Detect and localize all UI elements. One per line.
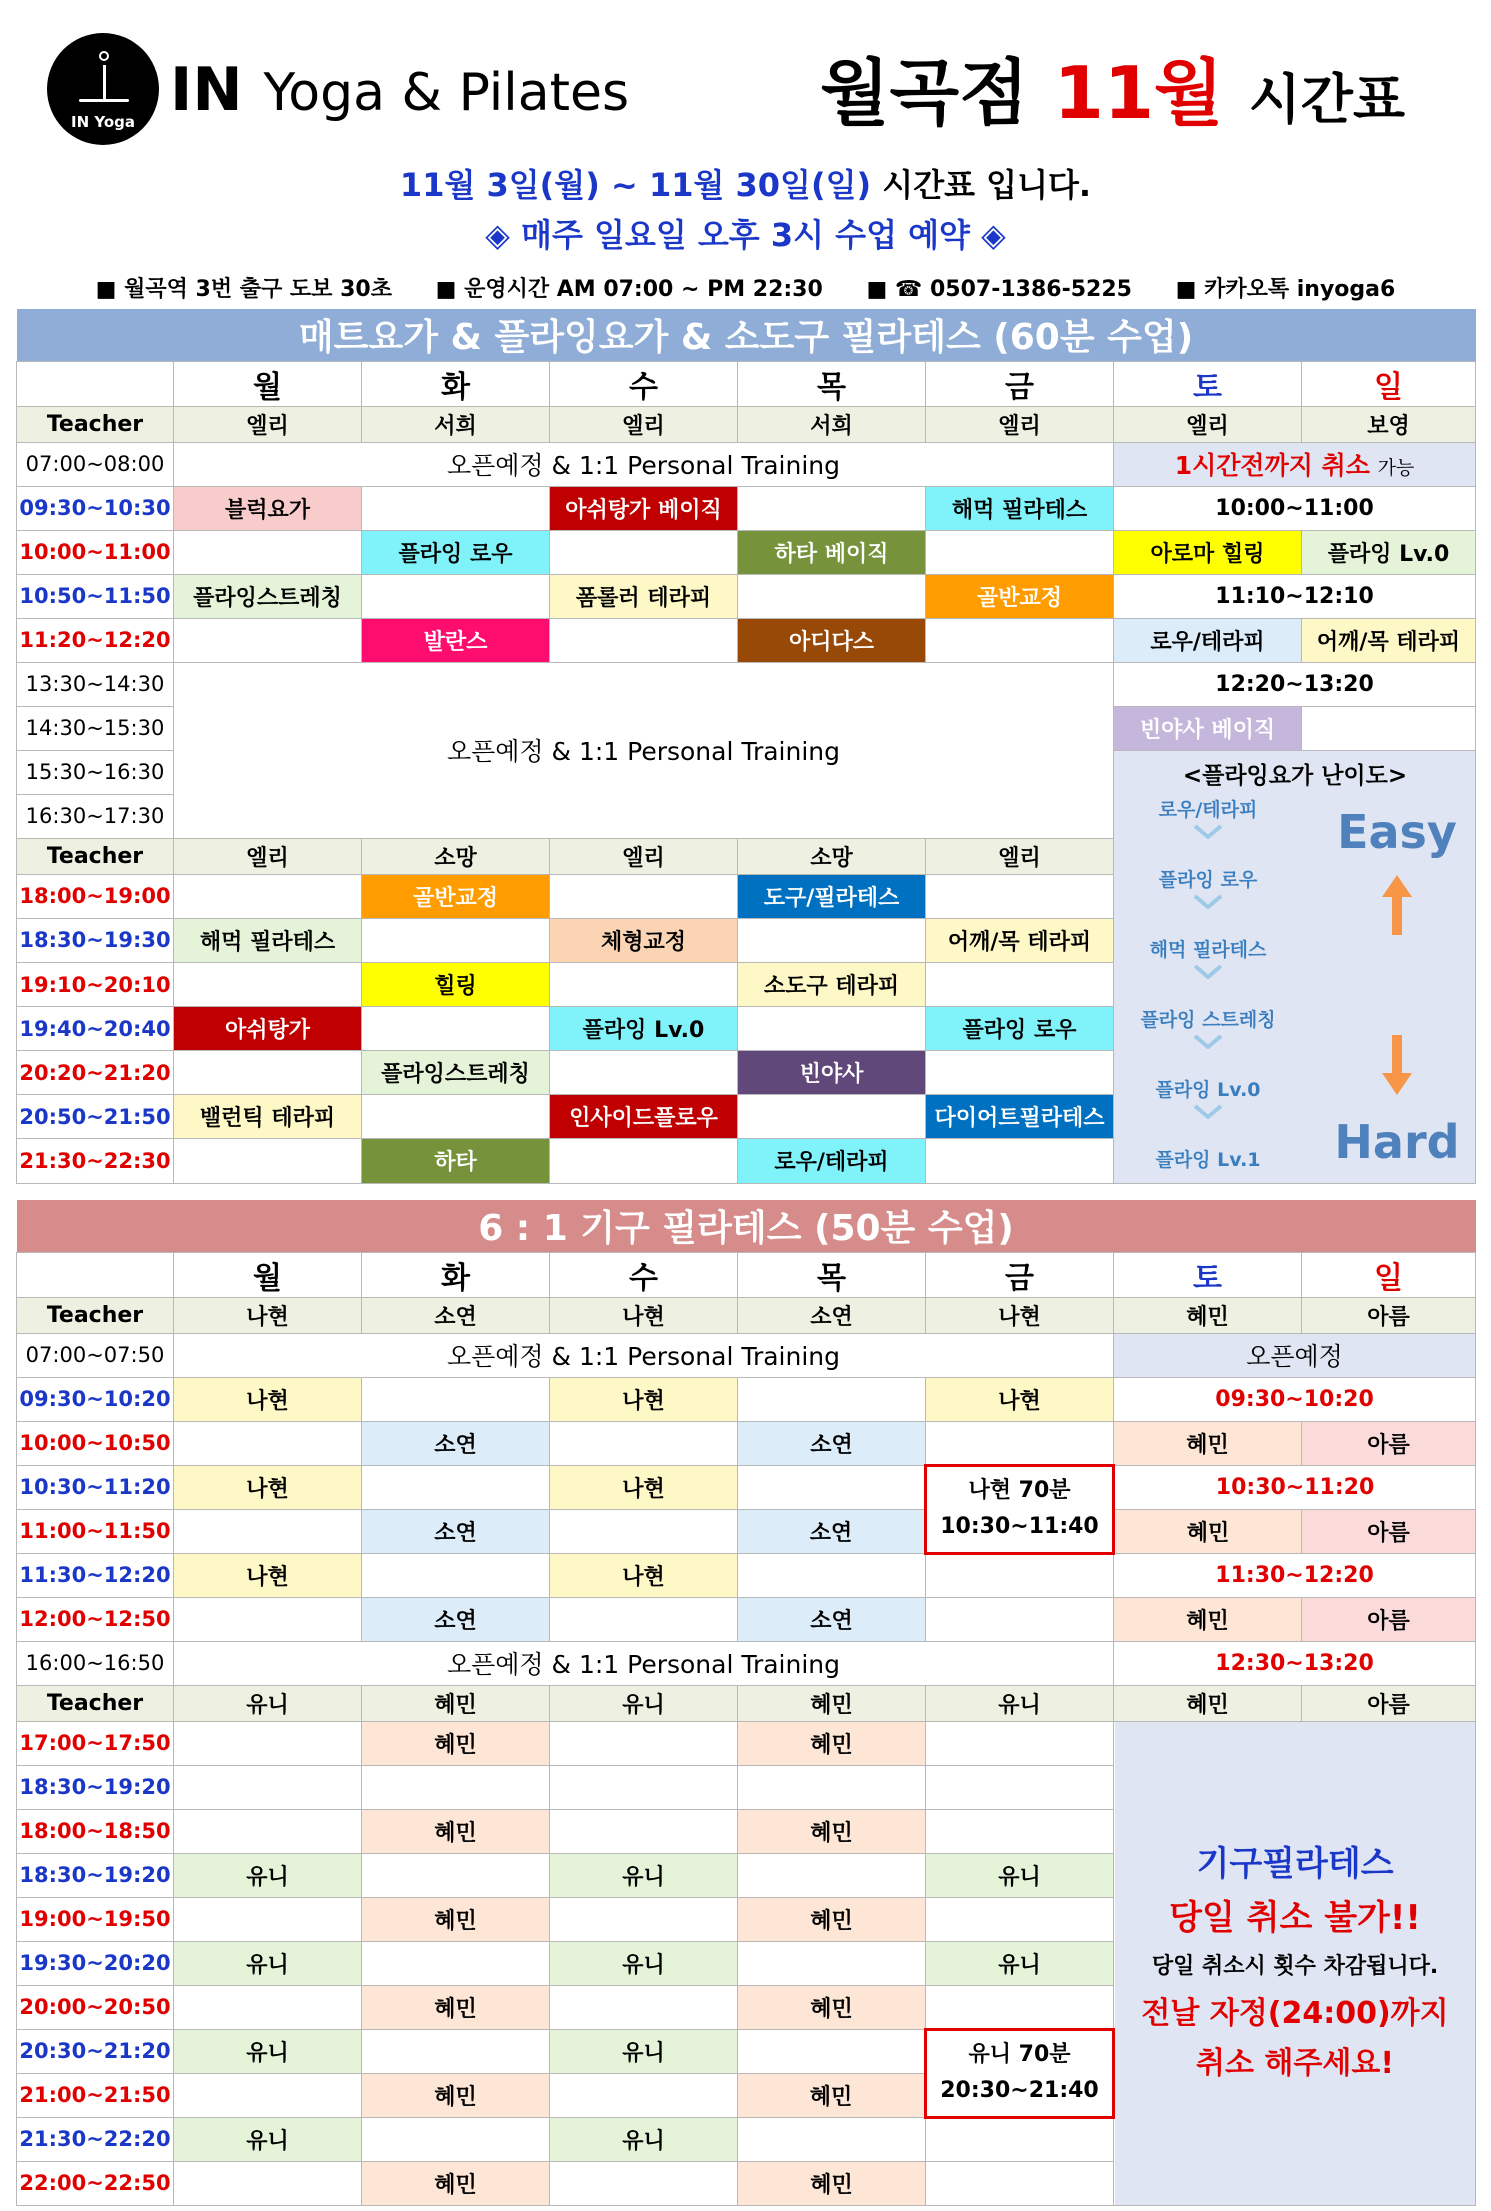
teacher-cell: 엘리 — [1114, 406, 1302, 442]
time-cell: 07:00~07:50 — [17, 1333, 174, 1377]
teacher-cell: 아름 — [1302, 1297, 1476, 1333]
title-branch: 월곡점 — [820, 51, 1029, 135]
chevron-down-icon — [1194, 1035, 1222, 1049]
class-cell: 혜민 — [362, 1985, 550, 2029]
period-text: 시간표 입니다. — [882, 166, 1092, 204]
teacher-cell: 엘리 — [550, 838, 738, 874]
time-cell: 19:10~20:10 — [17, 962, 174, 1006]
class-cell: 빈야사 — [738, 1051, 926, 1095]
teacher-cell: 서희 — [738, 406, 926, 442]
class-cell: 나현 — [550, 1553, 738, 1597]
weekend-time: 10:00~11:00 — [1114, 486, 1476, 530]
class-cell: 플라잉 Lv.0 — [550, 1007, 738, 1051]
teacher-cell: 나현 — [550, 1297, 738, 1333]
weekend-time: 11:30~12:20 — [1114, 1553, 1476, 1597]
empty-cell — [550, 1509, 738, 1553]
class-cell: 혜민 — [362, 2161, 550, 2205]
empty-cell — [362, 2117, 550, 2161]
level-item: 플라잉 Lv.1 — [1155, 1148, 1261, 1171]
special-class-time: 20:30~21:40 — [940, 2078, 1099, 2103]
empty-cell — [550, 1897, 738, 1941]
class-cell: 나현 — [174, 1465, 362, 1509]
teacher-cell: 혜민 — [1114, 1685, 1302, 1721]
empty-cell — [926, 2161, 1114, 2205]
class-cell: 혜민 — [362, 1809, 550, 1853]
time-cell: 18:00~18:50 — [17, 1809, 174, 1853]
empty-cell — [550, 1985, 738, 2029]
empty-cell — [550, 1421, 738, 1465]
time-cell: 11:00~11:50 — [17, 1509, 174, 1553]
teacher-cell: 나현 — [174, 1297, 362, 1333]
empty-cell — [362, 2029, 550, 2073]
empty-cell — [174, 962, 362, 1006]
empty-cell — [926, 1139, 1114, 1183]
teacher-cell: 서희 — [362, 406, 550, 442]
class-cell: 빈야사 베이직 — [1114, 706, 1302, 750]
class-cell: 폼롤러 테라피 — [550, 574, 738, 618]
class-cell: 유니 — [174, 1941, 362, 1985]
cancel-note-suffix: 가능 — [1377, 457, 1415, 479]
class-cell: 아름 — [1302, 1421, 1476, 1465]
empty-cell — [174, 1139, 362, 1183]
empty-cell — [174, 1809, 362, 1853]
teacher-cell: 소연 — [738, 1297, 926, 1333]
special-class-name: 유니 70분 — [968, 2042, 1071, 2067]
class-cell: 나현 — [550, 1465, 738, 1509]
empty-cell — [926, 1051, 1114, 1095]
day-wed: 수 — [550, 1252, 738, 1297]
time-cell: 17:00~17:50 — [17, 1721, 174, 1765]
open-notice: 오픈예정 & 1:1 Personal Training — [174, 1333, 1114, 1377]
arrow-down-icon — [1382, 1035, 1412, 1101]
weekend-time: 11:10~12:10 — [1114, 574, 1476, 618]
cancel-policy-panel — [1114, 1721, 1476, 2205]
teacher-cell: 유니 — [550, 1685, 738, 1721]
class-cell: 해먹 필라테스 — [926, 486, 1114, 530]
class-cell: 플라잉 Lv.0 — [1302, 530, 1476, 574]
class-cell: 골반교정 — [362, 874, 550, 918]
class-cell: 아름 — [1302, 1509, 1476, 1553]
class-cell: 로우/테라피 — [738, 1139, 926, 1183]
empty-cell — [550, 1597, 738, 1641]
day-sat: 토 — [1114, 361, 1302, 406]
time-cell: 11:30~12:20 — [17, 1553, 174, 1597]
empty-cell — [362, 1095, 550, 1139]
class-cell: 혜민 — [738, 2073, 926, 2117]
teacher-cell: 엘리 — [174, 406, 362, 442]
day-wed: 수 — [550, 361, 738, 406]
time-cell: 19:30~20:20 — [17, 1941, 174, 1985]
class-cell: 소연 — [362, 1509, 550, 1553]
time-cell: 21:30~22:20 — [17, 2117, 174, 2161]
class-cell: 도구/필라테스 — [738, 874, 926, 918]
class-cell: 유니 — [550, 2117, 738, 2161]
chevron-down-icon — [1194, 895, 1222, 909]
empty-cell — [738, 2117, 926, 2161]
title-suffix: 시간표 — [1248, 68, 1406, 131]
info-location: ■ 월곡역 3번 출구 도보 30초 — [95, 277, 392, 302]
empty-cell — [738, 1095, 926, 1139]
empty-cell — [738, 574, 926, 618]
weekend-time: 09:30~10:20 — [1114, 1377, 1476, 1421]
special-class-name: 나현 70분 — [968, 1478, 1071, 1503]
class-cell: 하타 베이직 — [738, 530, 926, 574]
empty-cell — [174, 1051, 362, 1095]
empty-cell — [550, 1051, 738, 1095]
class-cell: 혜민 — [1114, 1509, 1302, 1553]
class-cell: 유니 — [926, 1941, 1114, 1985]
time-cell: 20:20~21:20 — [17, 1051, 174, 1095]
time-cell: 10:30~11:20 — [17, 1465, 174, 1509]
time-cell: 21:00~21:50 — [17, 2073, 174, 2117]
corner-cell — [17, 361, 174, 406]
special-class-cell — [926, 1465, 1114, 1553]
empty-cell — [926, 530, 1114, 574]
class-cell: 어깨/목 테라피 — [926, 918, 1114, 962]
time-cell: 19:40~20:40 — [17, 1007, 174, 1051]
time-cell: 10:00~10:50 — [17, 1421, 174, 1465]
empty-cell — [738, 1465, 926, 1509]
class-cell: 아쉬탕가 베이직 — [550, 486, 738, 530]
time-cell: 16:00~16:50 — [17, 1641, 174, 1685]
class-cell: 소연 — [738, 1509, 926, 1553]
empty-cell — [174, 1765, 362, 1809]
empty-cell — [1302, 706, 1476, 750]
cancel-policy-warning: 당일 취소 불가!! — [1169, 1898, 1421, 1938]
open-notice: 오픈예정 & 1:1 Personal Training — [174, 662, 1114, 838]
class-cell: 플라잉스트레칭 — [362, 1051, 550, 1095]
class-cell: 유니 — [926, 1853, 1114, 1897]
empty-cell — [362, 1465, 550, 1509]
class-cell: 유니 — [550, 1941, 738, 1985]
level-item: 로우/테라피 — [1158, 798, 1258, 821]
empty-cell — [926, 1721, 1114, 1765]
empty-cell — [174, 2073, 362, 2117]
empty-cell — [926, 1985, 1114, 2029]
empty-cell — [550, 530, 738, 574]
time-cell: 11:20~12:20 — [17, 618, 174, 662]
empty-cell — [738, 918, 926, 962]
period-dates: 11월 3일(월) ~ 11월 30일(일) — [399, 166, 872, 204]
empty-cell — [362, 918, 550, 962]
class-cell: 유니 — [174, 2029, 362, 2073]
class-cell: 인사이드플로우 — [550, 1095, 738, 1139]
logo-icon — [47, 33, 159, 145]
class-cell: 하타 — [362, 1139, 550, 1183]
header — [0, 0, 1491, 300]
cancel-policy-deadline: 전날 자정(24:00)까지 — [1141, 1996, 1449, 2031]
class-cell: 나현 — [926, 1377, 1114, 1421]
class-cell: 혜민 — [738, 1985, 926, 2029]
empty-cell — [926, 1597, 1114, 1641]
class-cell: 체형교정 — [550, 918, 738, 962]
weekend-time: 10:30~11:20 — [1114, 1465, 1476, 1509]
time-cell: 18:30~19:20 — [17, 1765, 174, 1809]
class-cell: 유니 — [550, 2029, 738, 2073]
empty-cell — [174, 1721, 362, 1765]
level-title: <플라잉요가 난이도> — [1182, 762, 1408, 789]
empty-cell — [550, 618, 738, 662]
class-cell: 밸런틱 테라피 — [174, 1095, 362, 1139]
class-cell: 다이어트필라테스 — [926, 1095, 1114, 1139]
teacher-cell: 소망 — [738, 838, 926, 874]
class-cell: 혜민 — [1114, 1597, 1302, 1641]
class-cell: 블럭요가 — [174, 486, 362, 530]
chevron-down-icon — [1194, 965, 1222, 979]
empty-cell — [362, 1553, 550, 1597]
empty-cell — [926, 1809, 1114, 1853]
empty-cell — [550, 962, 738, 1006]
class-cell: 소연 — [738, 1421, 926, 1465]
empty-cell — [362, 1765, 550, 1809]
cancel-note — [1114, 442, 1476, 486]
brand-sub: Yoga & Pilates — [263, 63, 630, 123]
class-cell: 골반교정 — [926, 574, 1114, 618]
class-cell: 혜민 — [738, 1809, 926, 1853]
class-cell: 나현 — [174, 1553, 362, 1597]
time-cell: 20:50~21:50 — [17, 1095, 174, 1139]
time-cell: 18:00~19:00 — [17, 874, 174, 918]
day-tue: 화 — [362, 1252, 550, 1297]
cancel-policy-note: 당일 취소시 횟수 차감됩니다. — [1151, 1954, 1439, 1979]
empty-cell — [926, 1553, 1114, 1597]
empty-cell — [174, 618, 362, 662]
teacher-cell: 소연 — [362, 1297, 550, 1333]
empty-cell — [738, 1765, 926, 1809]
time-cell: 20:00~20:50 — [17, 1985, 174, 2029]
teacher-label: Teacher — [17, 1685, 174, 1721]
info-hours: ■ 운영시간 AM 07:00 ~ PM 22:30 — [435, 277, 823, 302]
teacher-cell: 엘리 — [926, 838, 1114, 874]
page-title — [820, 48, 1405, 145]
teacher-cell: 유니 — [174, 1685, 362, 1721]
empty-cell — [550, 2161, 738, 2205]
empty-cell — [926, 1421, 1114, 1465]
time-cell: 21:30~22:30 — [17, 1139, 174, 1183]
teacher-cell: 아름 — [1302, 1685, 1476, 1721]
open-notice: 오픈예정 & 1:1 Personal Training — [174, 442, 1114, 486]
class-cell: 아쉬탕가 — [174, 1007, 362, 1051]
hard-label: Hard — [1334, 1114, 1460, 1169]
empty-cell — [362, 1941, 550, 1985]
empty-cell — [738, 486, 926, 530]
time-cell: 16:30~17:30 — [17, 794, 174, 838]
empty-cell — [926, 1765, 1114, 1809]
empty-cell — [362, 1853, 550, 1897]
empty-cell — [738, 1377, 926, 1421]
empty-cell — [550, 1809, 738, 1853]
time-cell: 10:50~11:50 — [17, 574, 174, 618]
day-fri: 금 — [926, 361, 1114, 406]
time-cell: 15:30~16:30 — [17, 750, 174, 794]
brand-name — [170, 55, 629, 128]
class-cell: 플라잉 로우 — [362, 530, 550, 574]
info-phone: ■ ☎ 0507-1386-5225 — [866, 277, 1132, 302]
easy-label: Easy — [1337, 804, 1457, 859]
time-cell: 12:00~12:50 — [17, 1597, 174, 1641]
class-cell: 발란스 — [362, 618, 550, 662]
class-cell: 혜민 — [738, 2161, 926, 2205]
teacher-cell: 나현 — [926, 1297, 1114, 1333]
empty-cell — [926, 1897, 1114, 1941]
cancel-note-main: 1시간전까지 취소 — [1174, 451, 1370, 480]
empty-cell — [362, 574, 550, 618]
empty-cell — [174, 1509, 362, 1553]
time-cell: 07:00~08:00 — [17, 442, 174, 486]
day-mon: 월 — [174, 361, 362, 406]
cancel-policy-title: 기구필라테스 — [1196, 1844, 1394, 1884]
empty-cell — [738, 2029, 926, 2073]
flying-level-panel — [1114, 750, 1476, 1183]
empty-cell — [174, 1421, 362, 1465]
empty-cell — [550, 1139, 738, 1183]
time-cell: 10:00~11:00 — [17, 530, 174, 574]
special-class-cell — [926, 2029, 1114, 2117]
time-cell: 18:30~19:20 — [17, 1853, 174, 1897]
chevron-down-icon — [1194, 1105, 1222, 1119]
day-sun: 일 — [1302, 1252, 1476, 1297]
class-cell: 혜민 — [362, 1721, 550, 1765]
level-item: 플라잉 스트레칭 — [1140, 1008, 1276, 1031]
level-item: 해먹 필라테스 — [1149, 938, 1267, 961]
teacher-label: Teacher — [17, 406, 174, 442]
day-tue: 화 — [362, 361, 550, 406]
mat-yoga-schedule-table — [16, 309, 1476, 1184]
empty-cell — [174, 874, 362, 918]
brand-main: IN — [170, 55, 243, 125]
time-cell: 22:00~22:50 — [17, 2161, 174, 2205]
class-cell: 혜민 — [362, 2073, 550, 2117]
class-cell: 로우/테라피 — [1114, 618, 1302, 662]
logo-text: IN Yoga — [70, 113, 135, 131]
class-cell: 어깨/목 테라피 — [1302, 618, 1476, 662]
class-cell: 소도구 테라피 — [738, 962, 926, 1006]
empty-cell — [926, 618, 1114, 662]
empty-cell — [738, 1941, 926, 1985]
teacher-cell: 소망 — [362, 838, 550, 874]
empty-cell — [174, 2161, 362, 2205]
time-cell: 18:30~19:30 — [17, 918, 174, 962]
open-notice-weekend: 오픈예정 — [1114, 1333, 1476, 1377]
empty-cell — [362, 486, 550, 530]
class-cell: 혜민 — [738, 1897, 926, 1941]
time-cell: 19:00~19:50 — [17, 1897, 174, 1941]
mat-yoga-banner: 매트요가 & 플라잉요가 & 소도구 필라테스 (60분 수업) — [17, 309, 1476, 361]
time-cell: 13:30~14:30 — [17, 662, 174, 706]
corner-cell — [17, 1252, 174, 1297]
time-cell: 14:30~15:30 — [17, 706, 174, 750]
day-thu: 목 — [738, 1252, 926, 1297]
empty-cell — [550, 1721, 738, 1765]
teacher-cell: 엘리 — [550, 406, 738, 442]
teacher-cell: 엘리 — [926, 406, 1114, 442]
info-line — [0, 272, 1491, 303]
class-cell: 나현 — [550, 1377, 738, 1421]
teacher-cell: 혜민 — [362, 1685, 550, 1721]
arrow-up-icon — [1382, 875, 1412, 941]
level-item: 플라잉 Lv.0 — [1155, 1078, 1261, 1101]
info-kakao: ■ 카카오톡 inyoga6 — [1175, 277, 1396, 302]
level-item: 플라잉 로우 — [1158, 868, 1258, 891]
class-cell: 아디다스 — [738, 618, 926, 662]
class-cell: 유니 — [174, 2117, 362, 2161]
chevron-down-icon — [1194, 825, 1222, 839]
class-cell: 소연 — [362, 1421, 550, 1465]
teacher-cell: 엘리 — [174, 838, 362, 874]
day-mon: 월 — [174, 1252, 362, 1297]
class-cell: 해먹 필라테스 — [174, 918, 362, 962]
empty-cell — [738, 1853, 926, 1897]
empty-cell — [926, 2117, 1114, 2161]
day-sat: 토 — [1114, 1252, 1302, 1297]
empty-cell — [550, 874, 738, 918]
empty-cell — [362, 1007, 550, 1051]
class-cell: 아름 — [1302, 1597, 1476, 1641]
time-cell: 20:30~21:20 — [17, 2029, 174, 2073]
cancel-policy-request: 취소 해주세요! — [1196, 2046, 1395, 2081]
teacher-cell: 혜민 — [738, 1685, 926, 1721]
class-cell: 플라잉 로우 — [926, 1007, 1114, 1051]
day-sun: 일 — [1302, 361, 1476, 406]
empty-cell — [174, 1597, 362, 1641]
empty-cell — [550, 1765, 738, 1809]
empty-cell — [738, 1007, 926, 1051]
empty-cell — [174, 1985, 362, 2029]
class-cell: 유니 — [174, 1853, 362, 1897]
class-cell: 소연 — [738, 1597, 926, 1641]
teacher-cell: 혜민 — [1114, 1297, 1302, 1333]
teacher-cell: 보영 — [1302, 406, 1476, 442]
empty-cell — [926, 874, 1114, 918]
empty-cell — [738, 1553, 926, 1597]
teacher-label: Teacher — [17, 1297, 174, 1333]
open-notice: 오픈예정 & 1:1 Personal Training — [174, 1641, 1114, 1685]
equipment-pilates-schedule-table — [16, 1200, 1476, 2206]
special-class-time: 10:30~11:40 — [940, 1514, 1099, 1539]
weekend-time: 12:20~13:20 — [1114, 662, 1476, 706]
empty-cell — [174, 1897, 362, 1941]
class-cell: 혜민 — [738, 1721, 926, 1765]
class-cell: 나현 — [174, 1377, 362, 1421]
reserve-notice: ◈ 매주 일요일 오후 3시 수업 예약 ◈ — [485, 216, 1006, 254]
teacher-label: Teacher — [17, 838, 174, 874]
class-cell: 소연 — [362, 1597, 550, 1641]
class-cell: 힐링 — [362, 962, 550, 1006]
time-cell: 09:30~10:20 — [17, 1377, 174, 1421]
weekend-time: 12:30~13:20 — [1114, 1641, 1476, 1685]
day-thu: 목 — [738, 361, 926, 406]
empty-cell — [926, 962, 1114, 1006]
empty-cell — [550, 2073, 738, 2117]
period-line — [0, 160, 1491, 206]
class-cell: 혜민 — [362, 1897, 550, 1941]
time-cell: 09:30~10:30 — [17, 486, 174, 530]
class-cell: 아로마 힐링 — [1114, 530, 1302, 574]
class-cell: 유니 — [550, 1853, 738, 1897]
day-fri: 금 — [926, 1252, 1114, 1297]
empty-cell — [362, 1377, 550, 1421]
empty-cell — [174, 530, 362, 574]
title-month: 11월 — [1053, 51, 1224, 135]
class-cell: 혜민 — [1114, 1421, 1302, 1465]
teacher-cell: 유니 — [926, 1685, 1114, 1721]
class-cell: 플라잉스트레칭 — [174, 574, 362, 618]
pilates-banner: 6 : 1 기구 필라테스 (50분 수업) — [17, 1200, 1476, 1252]
